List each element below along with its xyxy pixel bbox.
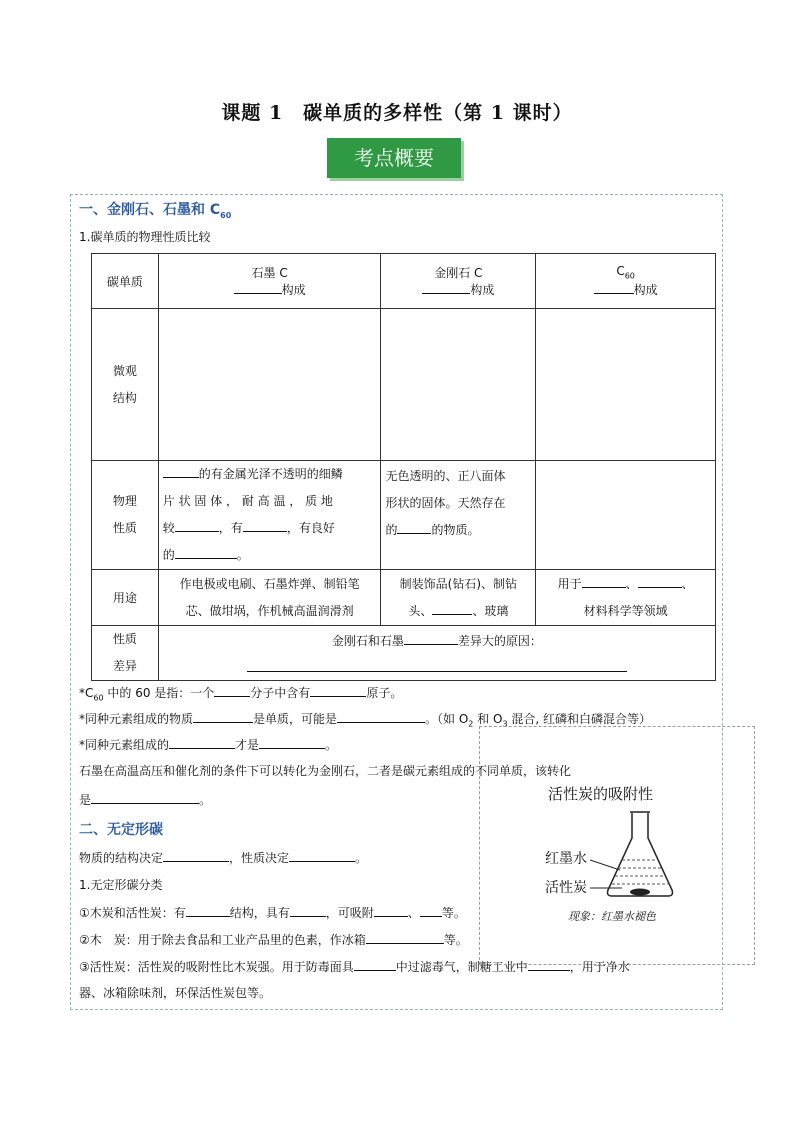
- activated-carbon-use-2: 器、冰箱除味剂，环保活性炭包等。: [79, 986, 272, 1000]
- section2-heading: 二、无定形碳: [79, 822, 163, 838]
- row-use-label: 用途: [92, 570, 159, 626]
- phys-c60: [536, 461, 716, 570]
- note-c60: $*C_{60}$ 中的 60 是指：一个 分子中含有 原子。: [79, 686, 403, 703]
- row-micro-label: 微观 结构: [92, 309, 159, 461]
- carbon-comparison-table: [91, 253, 716, 681]
- activated-carbon-use: ③活性炭：活性炭的吸附性比木炭强。用于防毒面具 中过滤毒气，制糖工业中 ，用于净水: [79, 960, 630, 974]
- micro-c60: [536, 309, 716, 461]
- note-conversion: 石墨在高温高压和催化剂的条件下可以转化为金刚石，二者是碳元素组成的不同单质，该转化: [79, 764, 572, 778]
- diff-content: 金刚石和石墨 差异大的原因：: [158, 626, 715, 681]
- section1-heading: 一、金刚石、石墨和 $C_{60}$: [79, 202, 232, 220]
- amorphous-class: 1.无定形碳分类: [79, 878, 163, 892]
- row-phys-label: 物理 性质: [92, 461, 159, 570]
- figure-title: 活性炭的吸附性: [548, 785, 654, 803]
- note-conversion-blank: 是 。: [79, 793, 212, 807]
- charcoal-and-active: ①木炭和活性炭：有 结构，具有 ，可吸附 、 等。: [79, 906, 466, 920]
- note-same-element: *同种元素组成的物质 是单质，可能是 。（如 $O_2$ 和 $O_3$ 混合, 红磷和白磷混合等）: [79, 712, 652, 729]
- charcoal-use: ②木 炭：用于除去食品和工业产品里的色素，作冰箱 等。: [79, 933, 468, 947]
- header-carbon: 碳单质: [92, 254, 159, 309]
- use-c60: 用于 、 、 材料科学等领域: [536, 570, 716, 626]
- use-diamond: 制装饰品(钻石)、制钻 头、 、玻璃: [381, 570, 536, 626]
- pointer-lines: [590, 850, 630, 900]
- header-c60: $C_{60}$ 构成: [536, 254, 716, 309]
- header-diamond: 金刚石 C 构成: [381, 254, 536, 309]
- use-graphite: 作电极或电刷、石墨炸弹、制铅笔 芯、做坩埚，作机械高温润滑剂: [158, 570, 381, 626]
- micro-graphite: [158, 309, 381, 461]
- figure-caption: 现象：红墨水褪色: [568, 910, 656, 923]
- structure-line: 物质的结构决定 ，性质决定 。: [79, 851, 368, 865]
- row-diff-label: 性质 差异: [92, 626, 159, 681]
- phys-graphite: 的有金属光泽不透明的细鳞 片 状 固 体 ， 耐 高 温 ， 质 地 较 ，有 ，有良好 的 。: [158, 461, 381, 570]
- phys-diamond: 无色透明的、正八面体 形状的固体。天然存在 的 的物质。: [381, 461, 536, 570]
- label-red-ink: 红墨水: [545, 851, 587, 867]
- micro-diamond: [381, 309, 536, 461]
- header-graphite: 石墨 C 构成: [158, 254, 381, 309]
- section-badge: 考点概要: [327, 138, 461, 178]
- page-title: 课题 1 碳单质的多样性（第 1 课时）: [221, 102, 573, 124]
- note-pure: *同种元素组成的 才是 。: [79, 738, 338, 752]
- subsection-physical-props: 1.碳单质的物理性质比较: [79, 230, 211, 244]
- label-activated-carbon: 活性炭: [545, 880, 587, 896]
